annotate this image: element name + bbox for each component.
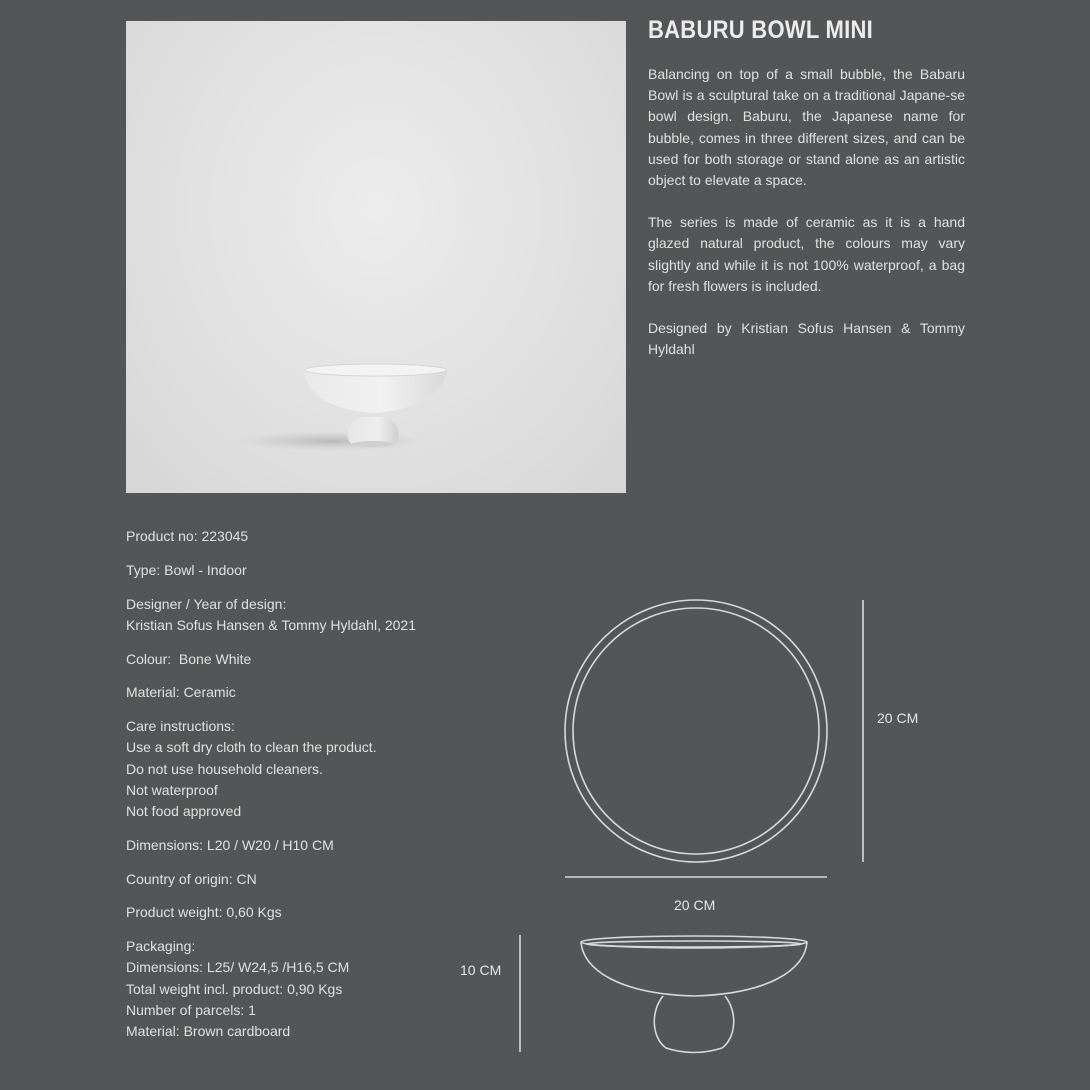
- top-view-inner-rim: [573, 608, 819, 854]
- spec-line: Type: Bowl - Indoor: [126, 561, 247, 578]
- spec-line: Not food approved: [126, 803, 242, 819]
- designer-credit: Designed by Kristian Sofus Hansen & Tommy Hyldahl: [648, 320, 965, 358]
- spec-line: Dimensions: L20 / W20 / H10 CM: [126, 836, 334, 853]
- spec-line: Material: Brown cardboard: [126, 1023, 291, 1039]
- side-view-bowl: [581, 942, 807, 996]
- top-width-label: 20 CM: [674, 897, 716, 913]
- spec-line: Care instructions:: [126, 718, 235, 735]
- spec-line: Packaging:: [126, 938, 196, 955]
- spec-line: Total weight incl. product: 0,90 Kgs: [126, 980, 343, 997]
- description-paragraph: The series is made of ceramic as it is a hand glazed natural product, the colours may vary slightly and while it is not 100% waterproof, a bag for fresh flowers is included.: [648, 214, 965, 294]
- spec-line: Do not use household cleaners.: [126, 760, 323, 777]
- spec-line: Not waterproof: [126, 781, 218, 798]
- spec-line: Colour: Bone White: [126, 650, 252, 667]
- spec-line: Number of parcels: 1: [126, 1001, 256, 1018]
- spec-line: Country of origin: CN: [126, 870, 257, 887]
- spec-line: Product weight: 0,60 Kgs: [126, 904, 282, 921]
- spec-line: Product no: 223045: [126, 528, 249, 544]
- top-view-outer-rim: [565, 600, 827, 862]
- spec-line: Designer / Year of design:: [126, 595, 287, 612]
- side-height-label: 10 CM: [460, 962, 502, 978]
- spec-line: Material: Ceramic: [126, 684, 236, 701]
- spec-line: Use a soft dry cloth to clean the product.: [126, 739, 377, 756]
- top-height-label: 20 CM: [877, 710, 919, 726]
- spec-line: Dimensions: L25/ W24,5 /H16,5 CM: [126, 959, 350, 976]
- side-view-base: [654, 996, 733, 1053]
- product-title: BABURU BOWL MINI: [648, 16, 874, 44]
- description-paragraph: Balancing on top of a small bubble, the Babaru Bowl is a sculptural take on a traditional Japane-se bowl design. Baburu, the Japanese name for bubble, comes in three different sizes, and can be used for both storage or stand alone as an artistic object to elevate a space.: [648, 66, 965, 189]
- spec-line: Kristian Sofus Hansen & Tommy Hyldahl, 2021: [126, 616, 416, 633]
